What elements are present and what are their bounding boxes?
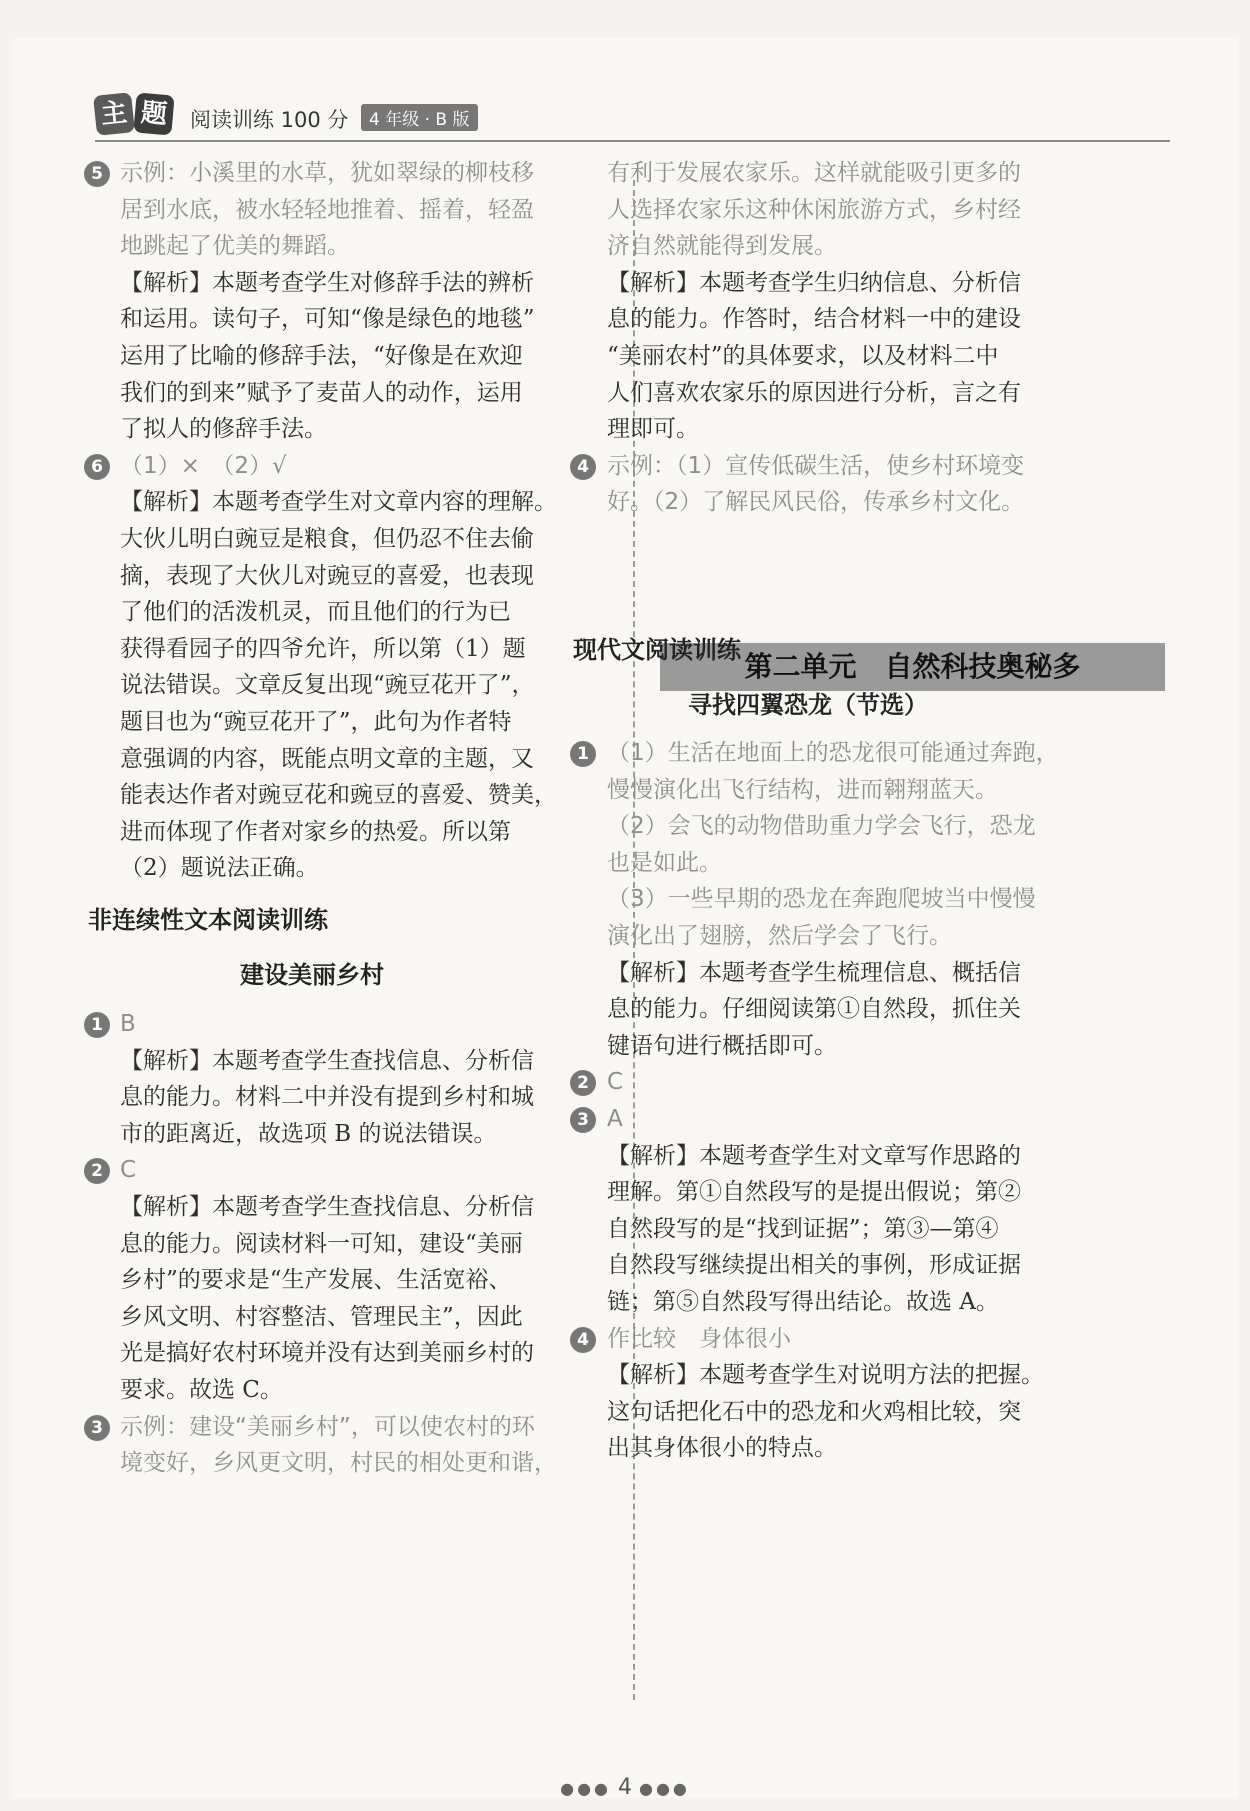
explanation-line: 了拟人的修辞手法。 xyxy=(120,416,327,443)
explanation-line: 要求。故选 C。 xyxy=(120,1377,283,1403)
explanation-line: “美丽农村”的具体要求，以及材料二中 xyxy=(607,343,999,369)
answer-line: 地跳起了优美的舞蹈。 xyxy=(120,233,350,260)
explanation-line: 说法错误。文章反复出现“豌豆花开了”， xyxy=(120,672,535,699)
explanation-line: 出其身体很小的特点。 xyxy=(607,1435,837,1462)
header-rule xyxy=(95,140,1170,142)
explanation-line: 键语句进行概括即可。 xyxy=(607,1032,837,1059)
section-title-modern: 现代文阅读训练 xyxy=(573,636,741,664)
answer-line: （3）一些早期的恐龙在奔跑爬坡当中慢慢 xyxy=(607,886,1036,913)
explanation-line: 【解析】本题考查学生归纳信息、分析信 xyxy=(607,269,1021,296)
question-number: 3 xyxy=(84,1415,110,1441)
explanation-line: 息的能力。阅读材料一可知，建设“美丽 xyxy=(120,1230,523,1257)
answer-line: 也是如此。 xyxy=(607,849,722,876)
explanation-line: 【解析】本题考查学生对说明方法的把握。 xyxy=(607,1362,1044,1389)
explanation-line: 息的能力。作答时，结合材料一中的建设 xyxy=(607,306,1021,333)
answer-line: 慢慢演化出飞行结构，进而翱翔蓝天。 xyxy=(607,776,998,803)
question-number: 4 xyxy=(570,454,596,480)
answer-line: 济自然就能得到发展。 xyxy=(607,233,837,260)
explanation-line: 息的能力。材料二中并没有提到乡村和城 xyxy=(120,1084,534,1111)
explanation-line: 意强调的内容，既能点明文章的主题，又 xyxy=(120,745,534,772)
answer-line: 示例：小溪里的水草，犹如翠绿的柳枝移 xyxy=(120,160,534,186)
answer-line: 作比较 身体很小 xyxy=(607,1325,791,1352)
explanation-line: 运用了比喻的修辞手法，“好像是在欢迎 xyxy=(120,343,523,369)
answer-line: （1）× （2）√ xyxy=(120,452,287,479)
answer-line: 居到水底，被水轻轻地推着、摇着，轻盈 xyxy=(120,196,534,223)
explanation-line: 自然段写的是“找到证据”；第③—第④ xyxy=(607,1215,999,1242)
article-title-dinosaur: 寻找四翼恐龙（节选） xyxy=(688,691,928,719)
explanation-line: 人们喜欢农家乐的原因进行分析，言之有 xyxy=(607,379,1021,406)
brand-logo xyxy=(95,90,180,138)
footer-dots-right: ●●● xyxy=(639,1779,690,1798)
page-footer xyxy=(0,1775,1250,1800)
explanation-line: 链；第⑤自然段写得出结论。故选 A。 xyxy=(607,1289,999,1315)
explanation-line: 理解。第①自然段写的是提出假说；第② xyxy=(607,1179,1021,1206)
explanation-line: 我们的到来”赋予了麦苗人的动作，运用 xyxy=(120,379,523,406)
answer-line: C xyxy=(120,1157,137,1184)
explanation-line: 了他们的活泼机灵，而且他们的行为已 xyxy=(120,599,511,626)
answer-line: （1）生活在地面上的恐龙很可能通过奔跑， xyxy=(607,740,1059,766)
explanation-line: 【解析】本题考查学生梳理信息、概括信 xyxy=(607,959,1021,986)
explanation-line: 理即可。 xyxy=(607,416,699,443)
explanation-line: 乡村”的要求是“生产发展、生活宽裕、 xyxy=(120,1267,512,1294)
logo-char-2: 题 xyxy=(133,92,174,135)
explanation-line: 题目也为“豌豆花开了”，此句为作者特 xyxy=(120,709,512,735)
answer-line: 演化出了翅膀，然后学会了飞行。 xyxy=(607,923,952,949)
explanation-line: 市的距离近，故选项 B 的说法错误。 xyxy=(120,1120,497,1147)
explanation-line: 【解析】本题考查学生查找信息、分析信 xyxy=(120,1047,534,1074)
explanation-line: （2）题说法正确。 xyxy=(120,855,319,882)
question-number: 3 xyxy=(570,1107,596,1133)
answer-line: （2）会飞的动物借助重力学会飞行，恐龙 xyxy=(607,813,1036,840)
explanation-line: 这句话把化石中的恐龙和火鸡相比较，突 xyxy=(607,1398,1021,1425)
question-number: 1 xyxy=(570,741,596,767)
explanation-line: 息的能力。仔细阅读第①自然段，抓住关 xyxy=(607,996,1021,1023)
page-number: 4 xyxy=(618,1775,632,1800)
answer-line: 示例：（1）宣传低碳生活，使乡村环境变 xyxy=(607,452,1025,479)
explanation-line: 【解析】本题考查学生对文章内容的理解。 xyxy=(120,489,557,516)
answer-line: A xyxy=(607,1106,623,1132)
explanation-line: 【解析】本题考查学生对修辞手法的辨析 xyxy=(120,269,534,296)
grade-badge: 4 年级 · B 版 xyxy=(361,104,478,131)
explanation-line: 乡风文明、村容整洁、管理民主”，因此 xyxy=(120,1303,523,1330)
answer-line: 有利于发展农家乐。这样就能吸引更多的 xyxy=(607,160,1021,186)
page-header xyxy=(95,90,1170,142)
question-number: 2 xyxy=(570,1070,596,1096)
explanation-line: 能表达作者对豌豆花和豌豆的喜爱、赞美， xyxy=(120,782,557,809)
answer-line: C xyxy=(607,1069,624,1096)
answer-line: 境变好，乡风更文明，村民的相处更和谐， xyxy=(120,1450,557,1477)
answer-line: 好。（2）了解民风民俗，传承乡村文化。 xyxy=(607,489,1025,516)
explanation-line: 【解析】本题考查学生对文章写作思路的 xyxy=(607,1142,1021,1169)
answer-line: 示例：建设“美丽乡村”，可以使农村的环 xyxy=(120,1413,535,1440)
question-number: 1 xyxy=(84,1012,110,1038)
footer-dots-left: ●●● xyxy=(560,1779,611,1798)
question-number: 2 xyxy=(84,1158,110,1184)
explanation-line: 获得看园子的四爷允许，所以第（1）题 xyxy=(120,635,526,662)
section-title-noncontinuous: 非连续性文本阅读训练 xyxy=(88,906,328,934)
explanation-line: 和运用。读句子，可知“像是绿色的地毯” xyxy=(120,306,535,333)
question-number: 6 xyxy=(84,454,110,480)
explanation-line: 摘，表现了大伙儿对豌豆的喜爱，也表现 xyxy=(120,562,534,589)
question-number: 4 xyxy=(570,1327,596,1353)
explanation-line: 自然段写继续提出相关的事例，形成证据 xyxy=(607,1252,1021,1279)
explanation-line: 【解析】本题考查学生查找信息、分析信 xyxy=(120,1194,534,1220)
answer-line: 人选择农家乐这种休闲旅游方式，乡村经 xyxy=(607,196,1021,223)
logo-char-1: 主 xyxy=(93,92,135,136)
explanation-line: 进而体现了作者对家乡的热爱。所以第 xyxy=(120,818,511,845)
book-title: 阅读训练 100 分 xyxy=(190,108,349,132)
question-number: 5 xyxy=(84,161,110,187)
article-title-village: 建设美丽乡村 xyxy=(240,961,384,989)
answer-line: B xyxy=(120,1011,136,1037)
unit-banner: 第二单元 自然科技奥秘多 xyxy=(660,643,1165,691)
explanation-line: 光是搞好农村环境并没有达到美丽乡村的 xyxy=(120,1340,534,1367)
explanation-line: 大伙儿明白豌豆是粮食，但仍忍不住去偷 xyxy=(120,526,534,552)
